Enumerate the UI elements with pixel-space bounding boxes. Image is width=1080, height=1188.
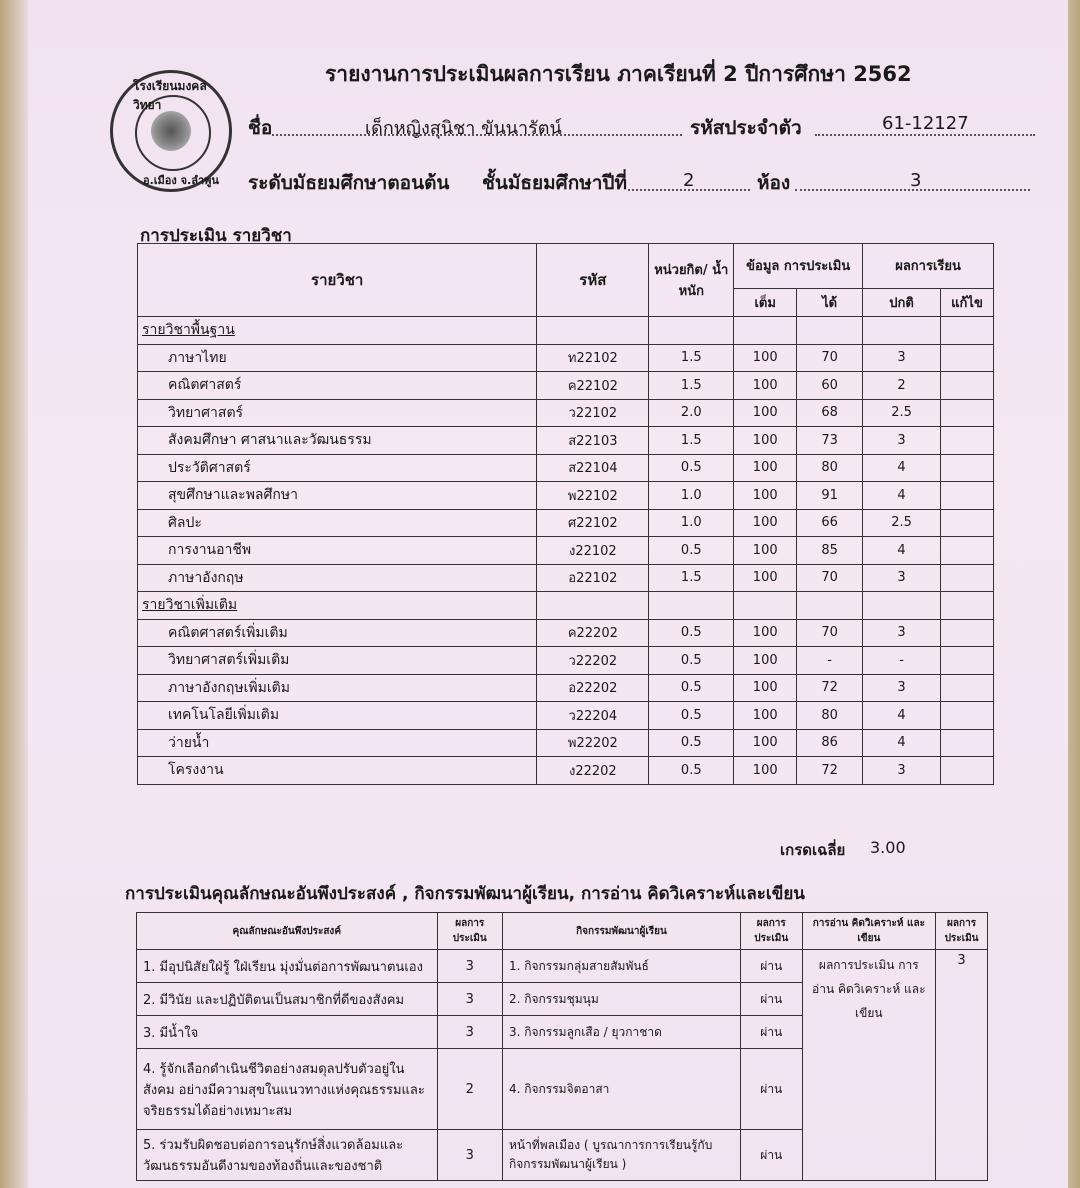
table-row [138, 427, 994, 455]
activity-cell: 2. กิจกรรมชุมนุม [502, 983, 740, 1016]
cell-got: 60 [797, 372, 863, 400]
cell-got: 91 [797, 482, 863, 510]
cell-fix [941, 344, 994, 372]
cell-subject: ว่ายน้ำ [138, 729, 537, 757]
grades-section-title: การประเมิน รายวิชา [140, 226, 292, 246]
cell-code: ง22102 [537, 537, 649, 565]
cell-code: พ22102 [537, 482, 649, 510]
col-reading-result: ผลการ ประเมิน [936, 913, 988, 950]
col-normal: ปกติ [863, 288, 941, 316]
cell-credit: 0.5 [649, 757, 734, 785]
room-value: 3 [910, 170, 922, 191]
cell-full: 100 [734, 537, 797, 565]
cell-normal: 2.5 [863, 509, 941, 537]
col-fix: แก้ไข [941, 288, 994, 316]
cell-credit: 1.5 [649, 427, 734, 455]
cell-code: ว22204 [537, 702, 649, 730]
trait-cell: 1. มีอุปนิสัยใฝ่รู้ ใฝ่เรียน มุ่งมั่นต่อการพัฒนาตนเอง [137, 950, 438, 983]
cell-subject: โครงงาน [138, 757, 537, 785]
character-section-title: การประเมินคุณลักษณะอันพึงประสงค์ , กิจกรรมพัฒนาผู้เรียน, การอ่าน คิดวิเคราะห์และเขียน [125, 884, 805, 904]
cell-fix [941, 399, 994, 427]
cell-got: 80 [797, 454, 863, 482]
cell-got: 68 [797, 399, 863, 427]
cell-credit: 2.0 [649, 399, 734, 427]
activity-result-cell: ผ่าน [741, 1049, 803, 1130]
trait-result-cell: 3 [437, 950, 502, 983]
cell-fix [941, 619, 994, 647]
cell-got: 73 [797, 427, 863, 455]
col-subject: รายวิชา [138, 244, 537, 317]
trait-cell: 2. มีวินัย และปฏิบัติตนเป็นสมาชิกที่ดีของสังคม [137, 983, 438, 1016]
cell-subject: ภาษาไทย [138, 344, 537, 372]
cell-fix [941, 702, 994, 730]
gpa-value: 3.00 [870, 838, 906, 857]
cell-got: 70 [797, 564, 863, 592]
cell-normal: 3 [863, 674, 941, 702]
seal-text-bottom: อ.เมือง จ.ลำพูน [143, 174, 219, 187]
cell-normal: 4 [863, 482, 941, 510]
activity-cell: 1. กิจกรรมกลุ่มสายสัมพันธ์ [502, 950, 740, 983]
cell-code: อ22102 [537, 564, 649, 592]
table-row [138, 372, 994, 400]
cell-full: 100 [734, 427, 797, 455]
cell-full: 100 [734, 757, 797, 785]
student-id: 61-12127 [882, 113, 969, 134]
cell-credit: 1.5 [649, 564, 734, 592]
cell-fix [941, 537, 994, 565]
gpa-label: เกรดเฉลี่ย [780, 841, 846, 859]
group-name: รายวิชาพื้นฐาน [138, 317, 537, 345]
cell-subject: ประวัติศาสตร์ [138, 454, 537, 482]
cell-full: 100 [734, 399, 797, 427]
cell-got: 72 [797, 674, 863, 702]
cell-code: ส22104 [537, 454, 649, 482]
cell-fix [941, 427, 994, 455]
cell-normal: 4 [863, 537, 941, 565]
col-activities: กิจกรรมพัฒนาผู้เรียน [502, 913, 740, 950]
cell-normal: 3 [863, 564, 941, 592]
cell-normal: 4 [863, 729, 941, 757]
cell-full: 100 [734, 729, 797, 757]
cell-got: - [797, 647, 863, 675]
table-row [138, 344, 994, 372]
cell-fix [941, 482, 994, 510]
activity-result-cell: ผ่าน [741, 1016, 803, 1049]
cell-got: 85 [797, 537, 863, 565]
grade-value: 2 [683, 170, 695, 191]
cell-code: ว22102 [537, 399, 649, 427]
activity-cell: 3. กิจกรรมลูกเสือ / ยุวกาชาด [502, 1016, 740, 1049]
reading-cell: ผลการประเมิน การอ่าน คิดวิเคราะห์ และเขียน [802, 950, 936, 1181]
cell-code: ง22202 [537, 757, 649, 785]
cell-normal: 3 [863, 427, 941, 455]
cell-credit: 0.5 [649, 702, 734, 730]
cell-subject: วิทยาศาสตร์เพิ่มเติม [138, 647, 537, 675]
table-row [138, 564, 994, 592]
cell-fix [941, 454, 994, 482]
col-assessment: ข้อมูล การประเมิน [734, 244, 863, 289]
cell-code: ค22202 [537, 619, 649, 647]
cell-credit: 0.5 [649, 729, 734, 757]
cell-full: 100 [734, 564, 797, 592]
col-got: ได้ [797, 288, 863, 316]
trait-cell: 3. มีน้ำใจ [137, 1016, 438, 1049]
activity-result-cell: ผ่าน [741, 1130, 803, 1181]
cell-got: 66 [797, 509, 863, 537]
cell-fix [941, 372, 994, 400]
cell-fix [941, 564, 994, 592]
cell-subject: คณิตศาสตร์เพิ่มเติม [138, 619, 537, 647]
table-row [138, 647, 994, 675]
col-full: เต็ม [734, 288, 797, 316]
table-row [138, 619, 994, 647]
cell-code: ค22102 [537, 372, 649, 400]
cell-full: 100 [734, 454, 797, 482]
cell-got: 72 [797, 757, 863, 785]
cell-fix [941, 674, 994, 702]
table-row [137, 950, 988, 983]
cell-code: ท22102 [537, 344, 649, 372]
col-reading: การอ่าน คิดวิเคราะห์ และเขียน [802, 913, 936, 950]
cell-full: 100 [734, 482, 797, 510]
cell-full: 100 [734, 647, 797, 675]
table-row [138, 482, 994, 510]
cell-subject: เทคโนโลยีเพิ่มเติม [138, 702, 537, 730]
activity-cell: 4. กิจกรรมจิตอาสา [502, 1049, 740, 1130]
cell-code: ส22103 [537, 427, 649, 455]
trait-cell: 5. ร่วมรับผิดชอบต่อการอนุรักษ์สิ่งแวดล้อมและ วัฒนธรรมอันดีงามของท้องถิ่นและของชาติ [137, 1130, 438, 1181]
cell-normal: 4 [863, 702, 941, 730]
cell-subject: ภาษาอังกฤษเพิ่มเติม [138, 674, 537, 702]
cell-code: พ22202 [537, 729, 649, 757]
group-row [138, 317, 994, 345]
school-seal-icon [110, 70, 232, 192]
cell-subject: ภาษาอังกฤษ [138, 564, 537, 592]
col-result: ผลการเรียน [863, 244, 994, 289]
table-row [138, 509, 994, 537]
col-code: รหัส [537, 244, 649, 317]
cell-got: 70 [797, 619, 863, 647]
trait-result-cell: 2 [437, 1049, 502, 1130]
cell-credit: 0.5 [649, 619, 734, 647]
cell-normal: 2 [863, 372, 941, 400]
room-label: ห้อง [757, 172, 791, 194]
cell-fix [941, 757, 994, 785]
cell-normal: 3 [863, 757, 941, 785]
grades-table [137, 243, 994, 785]
trait-result-cell: 3 [437, 1016, 502, 1049]
cell-subject: สุขศึกษาและพลศึกษา [138, 482, 537, 510]
cell-full: 100 [734, 509, 797, 537]
cell-credit: 0.5 [649, 454, 734, 482]
cell-subject: ศิลปะ [138, 509, 537, 537]
cell-fix [941, 729, 994, 757]
cell-credit: 1.0 [649, 509, 734, 537]
grade-label: ชั้นมัธยมศึกษาปีที่ [482, 172, 628, 194]
trait-cell: 4. รู้จักเลือกดำเนินชีวิตอย่างสมดุลปรับตัวอยู่ในสังคม อย่างมีความสุขในแนวทางแห่งคุณธรรมและ จริยธรรมได้อย่างเหมาะสม [137, 1049, 438, 1130]
cell-got: 80 [797, 702, 863, 730]
trait-result-cell: 3 [437, 983, 502, 1016]
cell-subject: คณิตศาสตร์ [138, 372, 537, 400]
cell-normal: 3 [863, 344, 941, 372]
group-row [138, 592, 994, 620]
cell-credit: 0.5 [649, 647, 734, 675]
seal-text-top: โรงเรียนมงคลวิทยา [133, 79, 207, 112]
cell-full: 100 [734, 344, 797, 372]
cell-full: 100 [734, 372, 797, 400]
cell-got: 70 [797, 344, 863, 372]
level-label: ระดับมัธยมศึกษาตอนต้น [248, 172, 450, 194]
cell-normal: 2.5 [863, 399, 941, 427]
report-title: รายงานการประเมินผลการเรียน ภาคเรียนที่ 2 ปีการศึกษา 2562 [325, 62, 912, 86]
cell-fix [941, 647, 994, 675]
col-credit: หน่วยกิต/ น้ำหนัก [649, 244, 734, 317]
activity-result-cell: ผ่าน [741, 950, 803, 983]
cell-credit: 1.0 [649, 482, 734, 510]
trait-result-cell: 3 [437, 1130, 502, 1181]
character-table [136, 912, 988, 1181]
cell-full: 100 [734, 702, 797, 730]
cell-subject: การงานอาชีพ [138, 537, 537, 565]
cell-normal: 4 [863, 454, 941, 482]
col-activity-result: ผลการ ประเมิน [741, 913, 803, 950]
table-row [138, 702, 994, 730]
name-label: ชื่อ [248, 117, 273, 139]
cell-credit: 1.5 [649, 372, 734, 400]
student-name: เด็กหญิงสุนิชา ขันนารัตน์ [365, 118, 562, 139]
table-row [138, 399, 994, 427]
group-name: รายวิชาเพิ่มเติม [138, 592, 537, 620]
cell-credit: 1.5 [649, 344, 734, 372]
cell-code: ศ22102 [537, 509, 649, 537]
cell-credit: 0.5 [649, 537, 734, 565]
cell-code: ว22202 [537, 647, 649, 675]
table-row [138, 674, 994, 702]
table-row [138, 729, 994, 757]
cell-normal: - [863, 647, 941, 675]
col-trait-result: ผลการ ประเมิน [437, 913, 502, 950]
activity-cell: หน้าที่พลเมือง ( บูรณาการการเรียนรู้กับ กิจกรรมพัฒนาผู้เรียน ) [502, 1130, 740, 1181]
table-row [138, 757, 994, 785]
cell-full: 100 [734, 619, 797, 647]
table-row [138, 454, 994, 482]
cell-normal: 3 [863, 619, 941, 647]
col-traits: คุณลักษณะอันพึงประสงค์ [137, 913, 438, 950]
activity-result-cell: ผ่าน [741, 983, 803, 1016]
cell-subject: สังคมศึกษา ศาสนาและวัฒนธรรม [138, 427, 537, 455]
cell-fix [941, 509, 994, 537]
reading-result-cell: 3 [936, 950, 988, 1181]
cell-subject: วิทยาศาสตร์ [138, 399, 537, 427]
table-row [138, 537, 994, 565]
cell-code: อ22202 [537, 674, 649, 702]
cell-full: 100 [734, 674, 797, 702]
cell-got: 86 [797, 729, 863, 757]
id-label: รหัสประจำตัว [690, 117, 802, 139]
cell-credit: 0.5 [649, 674, 734, 702]
